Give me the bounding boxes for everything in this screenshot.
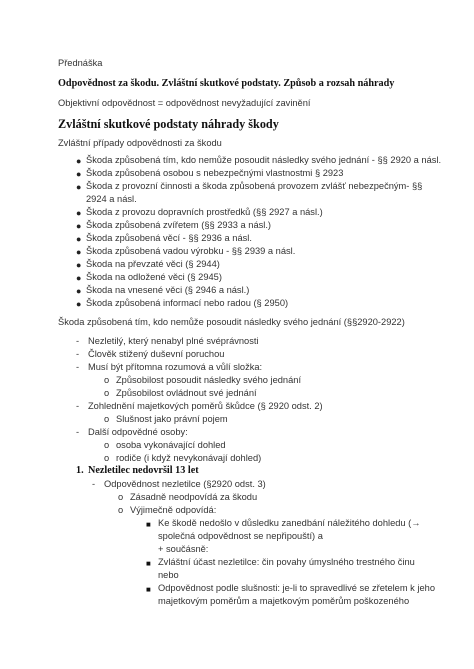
exception-item-continuation: nebo [158,570,179,580]
exception-item-continuation: + součásně: [158,544,209,554]
list-item: Škoda způsobená osobou s nebezpečnými vlastnostmi § 2923 [86,168,344,178]
sub-item: Slušnost jako právní pojem [116,414,228,424]
circle-bullet-icon: o [104,414,110,424]
list-item: Škoda na převzaté věci (§ 2944) [86,259,220,269]
subsection-title: Škoda způsobená tím, kdo nemůže posoudit následky svého jednání (§§2920-2922) [58,317,405,327]
bullet-icon: ● [76,286,82,296]
sub-item: Výjimečně odpovídá: [130,505,217,515]
dash-icon: - [92,479,96,489]
dash-icon: - [76,349,80,359]
exception-item-continuation: společná odpovědnost se nepřipouští) a [158,531,323,541]
list-item: Škoda způsobená věcí - §§ 2936 a násl. [86,233,252,243]
sub-item: osoba vykonávající dohled [116,440,226,450]
sub-item: Zásadně neodpovídá za škodu [130,492,258,502]
exception-item: Zvláštní účast nezletilce: čin povahy úmyslného trestného činu [158,557,415,567]
sub-item: rodiče (i když nevykonávají dohled) [116,453,262,463]
bullet-icon: ● [76,182,82,192]
dash-icon: - [76,336,80,346]
circle-bullet-icon: o [104,440,110,450]
bullet-icon: ● [76,273,82,283]
bullet-icon: ● [76,221,82,231]
list-item: Škoda z provozu dopravních prostředků (§§ 2927 a násl.) [86,207,323,217]
circle-bullet-icon: o [118,505,124,515]
dash-item: Nezletilý, který nenabyl plné svéprávnosti [88,336,259,346]
circle-bullet-icon: o [118,492,124,502]
circle-bullet-icon: o [104,453,110,463]
exception-item-continuation: majetkovým poměrům a majetkovým poměrům poškozeného [158,596,410,606]
bullet-icon: ● [76,247,82,257]
bullet-icon: ● [76,234,82,244]
bullet-icon: ● [76,156,82,166]
square-bullet-icon: ■ [146,520,151,529]
list-item: Škoda z provozní činnosti a škoda způsobená provozem zvlášť nebezpečným- §§ [86,181,423,191]
dash-icon: - [76,401,80,411]
topic-heading: Odpovědnost za škodu. Zvláštní skutkové podstaty. Způsob a rozsah náhrady [58,78,395,89]
section-heading: Zvláštní skutkové podstaty náhrady škody [58,117,279,131]
dash-item: Další odpovědné osoby: [88,427,188,437]
lecture-label: Přednáška [58,58,103,68]
numbered-item-label: Nezletilec nedovršil 13 let [88,465,199,476]
square-bullet-icon: ■ [146,559,151,568]
bullet-icon: ● [76,299,82,309]
dash-item: Člověk stižený duševní poruchou [88,349,225,359]
dash-item: Musí být přítomna rozumová a vůlí složka: [88,362,263,372]
dash-item: Odpovědnost nezletilce (§2920 odst. 3) [104,479,266,489]
exception-item: Odpovědnost podle slušnosti: je-li to spravedlivé se zřetelem k jeho [158,583,435,593]
list-item-continuation: 2924 a násl. [86,194,137,204]
special-cases-intro: Zvláštní případy odpovědnosti za škodu [58,138,222,148]
circle-bullet-icon: o [104,375,110,385]
square-bullet-icon: ■ [146,585,151,594]
list-item: Škoda způsobená tím, kdo nemůže posoudit následky svého jednání - §§ 2920 a násl. [86,155,442,165]
list-item: Škoda na odložené věci (§ 2945) [86,272,222,282]
circle-bullet-icon: o [104,388,110,398]
list-item: Škoda způsobená informací nebo radou (§ 2950) [86,298,289,308]
bullet-icon: ● [76,208,82,218]
sub-item: Způsobilost posoudit následky svého jednání [116,375,302,385]
exception-item: Ke škodě nedošlo v důsledku zanedbání náležitého dohledu (→ [158,518,421,528]
list-item: Škoda způsobená vadou výrobku - §§ 2939 a násl. [86,246,296,256]
list-item: Škoda na vnesené věci (§ 2946 a násl.) [86,285,250,295]
numbered-item-number: 1. [76,465,84,476]
bullet-icon: ● [76,169,82,179]
bullet-icon: ● [76,260,82,270]
dash-icon: - [76,427,80,437]
dash-icon: - [76,362,80,372]
sub-item: Způsobilost ovládnout své jednání [116,388,257,398]
dash-item: Zohlednění majetkových poměrů škůdce (§ 2920 odst. 2) [88,401,323,411]
list-item: Škoda způsobená zvířetem (§§ 2933 a násl.) [86,220,272,230]
objective-line: Objektivní odpovědnost = odpovědnost nevyžadující zavinění [58,98,311,108]
